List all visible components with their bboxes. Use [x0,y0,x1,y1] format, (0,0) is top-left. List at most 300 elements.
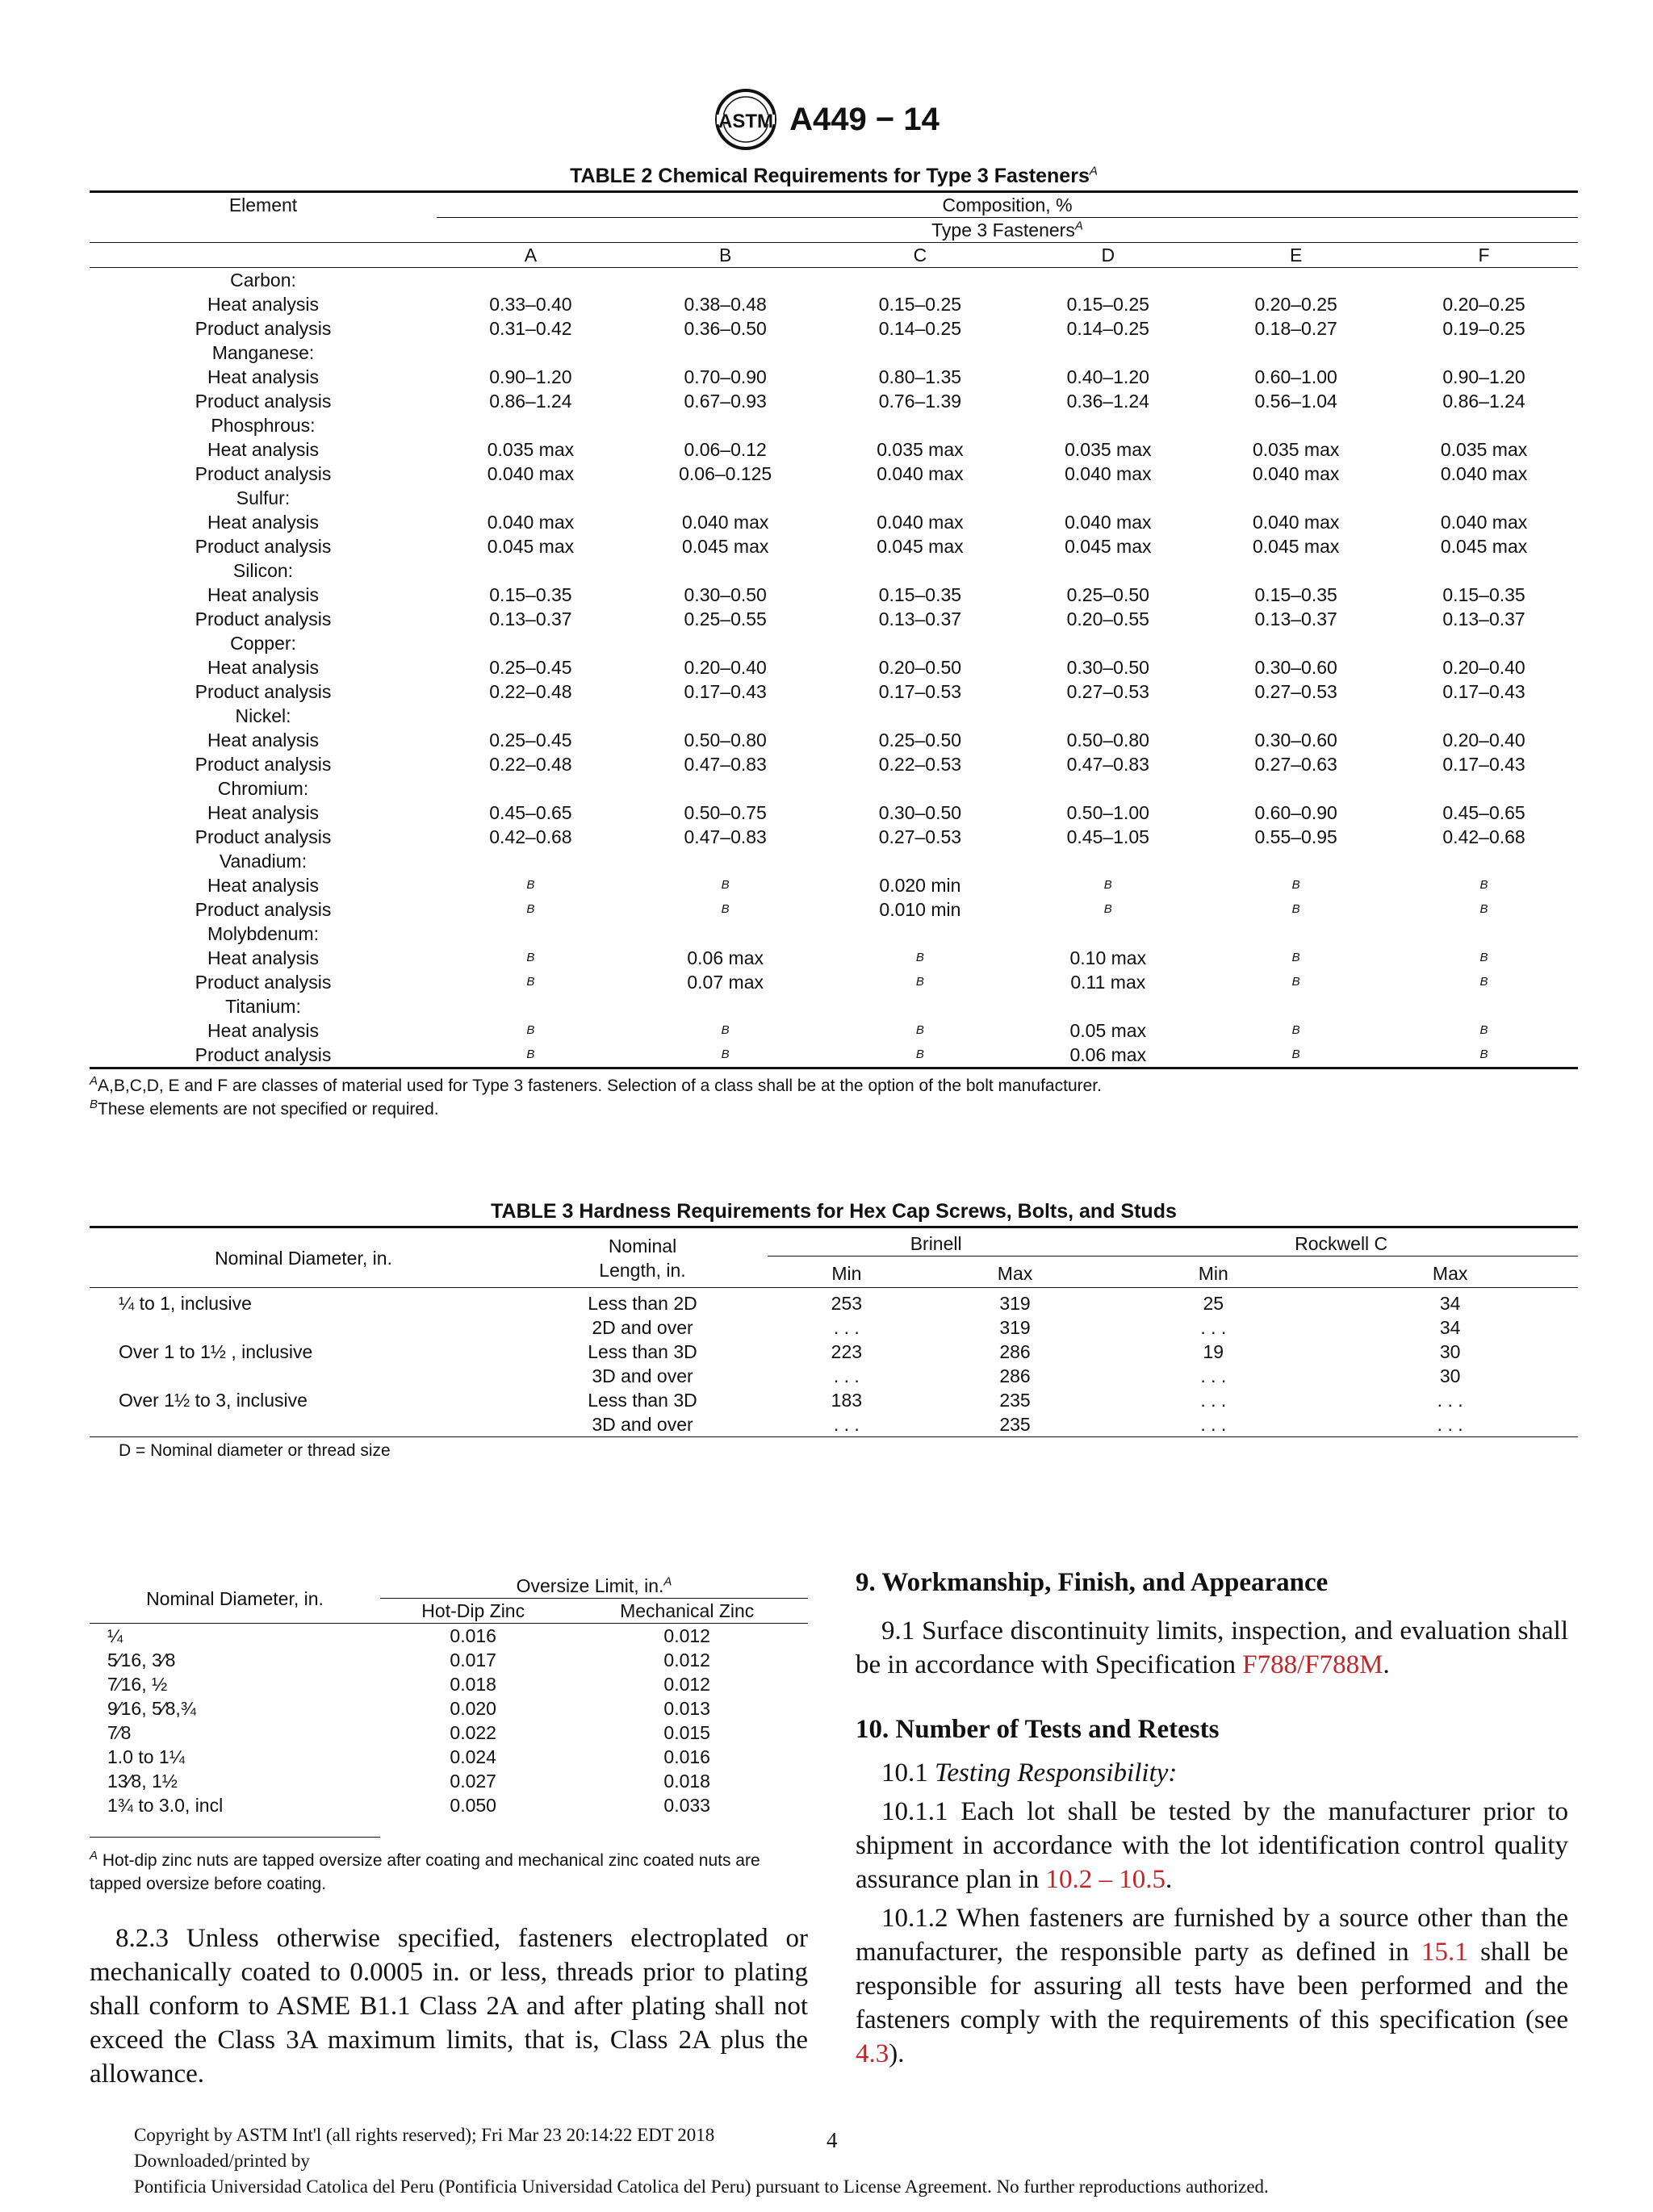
table2-empty-cell [1202,413,1390,437]
table2-value-cell: 0.15–0.35 [1442,584,1525,605]
footnote-mark: B [90,1098,98,1111]
table2-value-cell: 0.90–1.20 [489,366,572,387]
table2-value-cell: 0.50–0.80 [684,730,767,751]
table3-length-cell: Less than 3D [588,1390,697,1411]
table4-mechanical-cell: 0.012 [663,1650,710,1670]
table2-empty-cell [625,922,826,946]
table3-length-header-1: Nominal [608,1235,677,1257]
table2-value-cell: 0.045 max [1440,536,1528,557]
table3-body [90,1288,1578,1437]
table2-value-cell [625,1043,826,1068]
table-row [90,1648,808,1672]
table2-value-cell: 0.25–0.55 [684,608,767,629]
table2-value-cell: 0.040 max [877,463,964,484]
table2-value-cell: 0.20–0.25 [1442,294,1525,315]
table2-empty-cell [826,268,1014,293]
table2-class-header: B [719,245,732,266]
table2-value-cell: 0.17–0.43 [1442,754,1525,775]
table4-diameter-cell: 1¾ to 3.0, incl [107,1795,224,1816]
table-row [90,316,1578,341]
table2-empty-cell [625,558,826,583]
table2-value-cell [1390,1018,1578,1043]
table2-value-cell: 0.45–1.05 [1066,826,1149,847]
table2-value-cell: 0.15–0.35 [1254,584,1337,605]
table2-value-cell: 0.035 max [1440,439,1528,460]
table2-value-cell: 0.14–0.25 [878,318,962,339]
table2-empty-cell [826,486,1014,510]
table2-element-group-row [90,341,1578,365]
table3-caption: TABLE 3 Hardness Requirements for Hex Cap Screws, Bolts, and Studs [491,1200,1177,1223]
not-specified-mark: B [1479,951,1488,964]
not-specified-mark: B [526,1047,535,1061]
table2-empty-cell [625,631,826,655]
table2-row-label: Product analysis [195,536,332,557]
not-specified-mark: B [1291,1047,1300,1061]
table2-value-cell: 0.76–1.39 [878,391,962,412]
table2-row-label: Product analysis [195,318,332,339]
table2-row-label: Heat analysis [207,802,320,823]
table2-element-name: Chromium: [217,778,309,799]
table2-empty-cell [1390,341,1578,365]
table2-empty-cell [625,994,826,1018]
table2-class-header: F [1478,245,1490,266]
table2-empty-cell [437,776,625,801]
table4-mechanical-cell: 0.013 [663,1698,710,1719]
table-row [90,1624,808,1649]
table3-value-cell: 183 [831,1390,863,1411]
table2-value-cell: 0.15–0.35 [489,584,572,605]
table2-value-cell: 0.25–0.50 [1066,584,1149,605]
table2-value-cell: 0.045 max [1252,536,1340,557]
table2-empty-cell [1390,704,1578,728]
not-specified-mark: B [721,902,730,916]
table2-empty-cell [625,268,826,293]
table-row [90,1721,808,1745]
table3-length-cell: Less than 3D [588,1341,697,1362]
table4-body [90,1624,808,1818]
table2-row-label: Heat analysis [207,439,320,460]
table2-row-label: Product analysis [195,972,332,993]
table2-value-cell [826,946,1014,970]
table2-empty-cell [826,849,1014,873]
table2-empty-cell [437,341,625,365]
table2-type-note: A [1074,219,1083,233]
table2-empty-cell [826,413,1014,437]
table2-value-cell: 0.25–0.45 [489,730,572,751]
table2-value-cell [625,873,826,897]
table2-empty-cell [1390,849,1578,873]
table4-diameter-cell: ¼ [107,1625,123,1646]
table2-value-cell: 0.56–1.04 [1254,391,1337,412]
table2-row-label: Product analysis [195,391,332,412]
table4-mechanical-cell: 0.018 [663,1771,710,1792]
table2-row-label: Product analysis [195,608,332,629]
table2-value-cell: 0.27–0.53 [1254,681,1337,702]
link-10-2-10-5[interactable]: 10.2 – 10.5 [1045,1865,1165,1894]
table2-empty-cell [826,704,1014,728]
table2-value-cell: 0.27–0.53 [1066,681,1149,702]
table2-value-cell: 0.20–0.40 [1442,657,1525,678]
table3-diameter-cell [90,1364,517,1388]
table2-value-cell: 0.040 max [1440,512,1528,533]
table2-row-label: Product analysis [195,899,332,920]
table3-value-cell: 34 [1439,1317,1461,1338]
table2-empty-cell [826,341,1014,365]
table2-grid [90,190,1578,1069]
table2-value-cell: 0.22–0.53 [878,754,962,775]
table2-value-cell: 0.045 max [487,536,575,557]
table2-empty-cell [826,922,1014,946]
table2-empty-cell [1390,413,1578,437]
table3-value-cell: 30 [1439,1365,1461,1386]
table2-empty-cell [1202,558,1390,583]
table3-value-cell: 30 [1439,1341,1461,1362]
paragraph-9-1 [856,1614,1568,1682]
table2-caption-text: TABLE 2 Chemical Requirements for Type 3 Fasteners [570,165,1090,187]
table2-value-cell [1202,970,1390,994]
table2-empty-cell [437,486,625,510]
not-specified-mark: B [1291,951,1300,964]
table2-empty-cell [1390,631,1578,655]
paragraph-10-1-title: Testing Responsibility: [935,1758,1178,1788]
table2-value-cell: 0.27–0.63 [1254,754,1337,775]
table2-empty-cell [437,268,625,293]
table3-length-header-2: Length, in. [599,1259,686,1281]
table2-value-cell: 0.50–0.75 [684,802,767,823]
table2-element-group-row [90,268,1578,293]
table4-footnote [90,1849,808,1896]
table-row [90,1315,1578,1340]
table2-element-name: Copper: [230,633,296,654]
table2-value-cell: 0.50–0.80 [1066,730,1149,751]
table2-empty-cell [1202,486,1390,510]
table2-value-cell [826,1043,1014,1068]
table2-value-cell: 0.040 max [681,512,769,533]
table4-diameter-cell: 7⁄16, ½ [107,1674,168,1695]
table2-empty-cell [625,341,826,365]
not-specified-mark: B [1479,902,1488,916]
table4-diameter-cell: 5⁄16, 3⁄8 [107,1650,176,1670]
table2-value-cell: 0.47–0.83 [684,826,767,847]
table2-element-group-row [90,413,1578,437]
table2-value-cell: 0.06 max [687,947,764,968]
table2-value-cell: 0.035 max [487,439,575,460]
table-row [90,970,1578,994]
table-row [90,534,1578,558]
table4-hot-dip-cell: 0.018 [450,1674,496,1695]
table2-value-cell: 0.15–0.25 [878,294,962,315]
table2-value-cell [1390,970,1578,994]
table4-diameter-cell: 9⁄16, 5⁄8,¾ [107,1698,196,1719]
table3-brinell-header: Brinell [768,1227,1104,1257]
footer-downloaded: Downloaded/printed by [134,2151,310,2171]
table2-value-cell: 0.36–0.50 [684,318,767,339]
table2-element-group-row [90,849,1578,873]
table2-value-cell: 0.13–0.37 [489,608,572,629]
table2-value-cell [1390,946,1578,970]
table2-value-cell: 0.80–1.35 [878,366,962,387]
not-specified-mark: B [526,951,535,964]
table2-value-cell: 0.045 max [681,536,769,557]
table3-diameter-cell: Over 1 to 1½ , inclusive [119,1341,313,1362]
table-row [90,1340,1578,1364]
table3-hardness-requirements [90,1197,1578,1462]
table3-diameter-cell [90,1412,517,1437]
table4-mechanical-cell: 0.015 [663,1722,710,1743]
not-specified-mark: B [915,951,924,964]
table-row [90,510,1578,534]
table2-element-name: Silicon: [232,560,294,581]
table2-value-cell [625,897,826,922]
table2-value-cell [1202,873,1390,897]
not-specified-mark: B [1103,878,1112,892]
table2-empty-cell [1202,631,1390,655]
table2-value-cell: 0.040 max [1065,512,1152,533]
table2-row-label: Heat analysis [207,657,320,678]
table2-value-cell: 0.60–1.00 [1254,366,1337,387]
table2-empty-cell [437,849,625,873]
table2-value-cell [826,1018,1014,1043]
table3-value-cell: . . . [833,1317,860,1338]
table-row [90,1412,1578,1437]
table-row [90,462,1578,486]
table2-value-cell [625,1018,826,1043]
table4-hot-dip-cell: 0.050 [450,1795,496,1816]
not-specified-mark: B [1291,975,1300,989]
table-row [90,679,1578,704]
table3-length-cell: 2D and over [592,1317,693,1338]
table2-value-cell: 0.20–0.55 [1066,608,1149,629]
table2-value-cell: 0.040 max [1440,463,1528,484]
table2-value-cell: 0.11 max [1070,972,1146,993]
table4-hot-dip-cell: 0.027 [450,1771,496,1792]
table2-element-name: Molybdenum: [207,923,320,944]
not-specified-mark: B [526,902,535,916]
paragraph-9-1-text: 9.1 Surface discontinuity limits, inspection, and evaluation shall be in accordance with Specification [856,1616,1568,1679]
link-4-3[interactable]: 4.3 [856,2039,889,2068]
not-specified-mark: B [1291,878,1300,892]
table2-element-name: Sulfur: [236,487,291,508]
paragraph-10-1-2-text-b: shall be responsible for assuring all tests have been performed and the fasteners comply with the requirements of this specification (see [856,1938,1568,2034]
table-row [90,437,1578,462]
astm-logo-icon [714,87,778,152]
table2-empty-cell [1014,994,1202,1018]
table-row [90,873,1578,897]
table4-mechanical-cell: 0.012 [663,1625,710,1646]
not-specified-mark: B [1479,878,1488,892]
table2-value-cell: 0.38–0.48 [684,294,767,315]
table-row [90,655,1578,679]
not-specified-mark: B [915,1047,924,1061]
table2-empty-cell [826,994,1014,1018]
table2-value-cell: 0.40–1.20 [1066,366,1149,387]
link-15-1[interactable]: 15.1 [1421,1938,1468,1967]
table2-value-cell: 0.47–0.83 [684,754,767,775]
table2-element-group-row [90,631,1578,655]
not-specified-mark: B [526,975,535,989]
table3-value-cell: 235 [999,1390,1031,1411]
table2-value-cell: 0.020 min [879,875,961,896]
table2-empty-cell [1202,849,1390,873]
table2-value-cell: 0.045 max [1065,536,1152,557]
table2-empty-cell [437,631,625,655]
table4-oversize-text: Oversize Limit, in. [516,1575,664,1596]
table2-value-cell: 0.42–0.68 [1442,826,1525,847]
table3-rockwell-min: Min [1198,1263,1228,1284]
table2-row-label: Product analysis [195,681,332,702]
table2-row-label: Heat analysis [207,947,320,968]
table3-length-header [517,1227,768,1288]
footnote-mark: A [90,1074,98,1088]
table2-value-cell: 0.31–0.42 [489,318,572,339]
table2-empty-cell [1390,486,1578,510]
table2-empty-cell [437,558,625,583]
table3-value-cell: . . . [1200,1390,1227,1411]
table2-value-cell: 0.30–0.60 [1254,657,1337,678]
table2-element-name: Nickel: [235,705,291,726]
table4-mechanical-header: Mechanical Zinc [620,1600,755,1621]
paragraph-8-2-3: 8.2.3 Unless otherwise specified, fasteners electroplated or mechanically coated to 0.0005 in. or less, threads prior to plating shall conform to ASME B1.1 Class 2A and after plating shall not exceed the Class 3A maximum limits, that is, Class 2A plus the allowance. [90,1924,808,2089]
table2-value-cell: 0.18–0.27 [1254,318,1337,339]
table4-mechanical-cell: 0.016 [663,1746,710,1767]
table2-value-cell: 0.30–0.50 [878,802,962,823]
table2-value-cell [437,1043,625,1068]
table2-empty-cell [1202,922,1390,946]
table2-footnotes [90,1074,1578,1121]
not-specified-mark: B [1479,975,1488,989]
table2-type-header [437,218,1578,243]
table4-mechanical-cell: 0.033 [663,1795,710,1816]
table2-value-cell [437,1018,625,1043]
table2-value-cell: 0.040 max [487,463,575,484]
table2-empty-cell [1390,558,1578,583]
table-row [90,1364,1578,1388]
table2-empty-cell [625,704,826,728]
table2-value-cell: 0.20–0.50 [878,657,962,678]
table2-value-cell [437,946,625,970]
table2-type-header-text: Type 3 Fasteners [931,220,1075,240]
logo-letters: ASTM [718,111,774,132]
table2-value-cell: 0.67–0.93 [684,391,767,412]
table2-body [90,268,1578,1068]
footnote-text: These elements are not specified or required. [98,1100,439,1119]
table4-hot-dip-cell: 0.024 [450,1746,496,1767]
not-specified-mark: B [915,975,924,989]
table2-value-cell [437,970,625,994]
table2-element-group-row [90,994,1578,1018]
not-specified-mark: B [1479,1023,1488,1037]
table2-value-cell: 0.27–0.53 [878,826,962,847]
paragraph-9-1-end: . [1383,1650,1390,1679]
table2-empty-cell [437,413,625,437]
table2-empty-cell [1014,486,1202,510]
table2-empty-cell [625,413,826,437]
table2-value-cell [1202,946,1390,970]
table3-length-cell: 3D and over [592,1365,693,1386]
table-oversize-limits [90,1574,808,1896]
not-specified-mark: B [1291,1023,1300,1037]
page-number: 4 [826,2128,838,2152]
table-row [90,1288,1578,1316]
table-row [90,1793,808,1817]
table3-diameter-cell: Over 1½ to 3, inclusive [119,1390,308,1411]
paragraph-10-1-1 [856,1795,1568,1896]
table3-brinell-max: Max [997,1263,1033,1284]
link-f788[interactable]: F788/F788M [1242,1650,1383,1679]
table2-value-cell: 0.55–0.95 [1254,826,1337,847]
table2-value-cell: 0.19–0.25 [1442,318,1525,339]
table2-caption [90,161,1578,190]
paragraph-10-1-2-end: ). [889,2039,905,2068]
table3-footnote: D = Nominal diameter or thread size [119,1441,391,1460]
table2-value-cell: 0.42–0.68 [489,826,572,847]
table-row [90,607,1578,631]
table2-value-cell: 0.040 max [1065,463,1152,484]
table2-footnote [90,1074,1578,1098]
table3-value-cell: 25 [1203,1293,1224,1314]
table2-empty-cell [1202,994,1390,1018]
table2-class-header-row [90,243,1578,268]
table-row [90,752,1578,776]
table2-row-label: Product analysis [195,463,332,484]
not-specified-mark: B [526,878,535,892]
table-row [90,583,1578,607]
table3-value-cell: . . . [1437,1390,1463,1411]
table2-empty-cell [625,776,826,801]
table2-empty-cell [826,558,1014,583]
table2-value-cell [437,897,625,922]
table3-diameter-cell [90,1315,517,1340]
table2-value-cell: 0.010 min [879,899,961,920]
table2-empty-cell [437,994,625,1018]
table2-value-cell: 0.30–0.50 [684,584,767,605]
section-10-heading: 10. Number of Tests and Retests [856,1715,1220,1744]
footer-copyright: Copyright by ASTM Int'l (all rights reserved); Fri Mar 23 20:14:22 EDT 2018 [134,2125,715,2145]
section-9-heading: 9. Workmanship, Finish, and Appearance [856,1568,1329,1597]
page-header [0,87,1653,152]
table3-value-cell: 223 [831,1341,863,1362]
table3-value-cell: . . . [833,1414,860,1435]
table-row [90,801,1578,825]
table2-value-cell: 0.33–0.40 [489,294,572,315]
right-column [856,1566,1568,2071]
table-row [90,1745,808,1769]
table2-value-cell: 0.86–1.24 [489,391,572,412]
table2-row-label: Heat analysis [207,366,320,387]
table3-length-cell: Less than 2D [588,1293,697,1314]
table2-value-cell: 0.22–0.48 [489,681,572,702]
table2-value-cell: 0.30–0.60 [1254,730,1337,751]
table2-empty-cell [1390,776,1578,801]
paragraph-10-1-2-text-a: 10.1.2 When fasteners are furnished by a source other than the manufacturer, the responsible party as defined in [856,1904,1568,1967]
table-row [90,389,1578,413]
table3-rockwell-max: Max [1432,1263,1468,1284]
table3-length-cell: 3D and over [592,1414,693,1435]
not-specified-mark: B [721,878,730,892]
table2-value-cell: 0.70–0.90 [684,366,767,387]
table3-value-cell: 286 [999,1341,1031,1362]
table2-value-cell: 0.15–0.35 [878,584,962,605]
table2-value-cell: 0.13–0.37 [1442,608,1525,629]
table2-value-cell [1390,897,1578,922]
table4-hot-dip-header: Hot-Dip Zinc [421,1600,525,1621]
footer-license: Pontificia Universidad Catolica del Peru (Pontificia Universidad Catolica del Peru) pursuant to License Agreement. No further reproductions authorized. [134,2176,1269,2197]
table3-value-cell: . . . [1200,1317,1227,1338]
table2-value-cell: 0.20–0.40 [684,657,767,678]
table2-value-cell: 0.13–0.37 [878,608,962,629]
table3-value-cell: 319 [999,1293,1031,1314]
paragraph-10-1-1-end: . [1165,1865,1173,1894]
